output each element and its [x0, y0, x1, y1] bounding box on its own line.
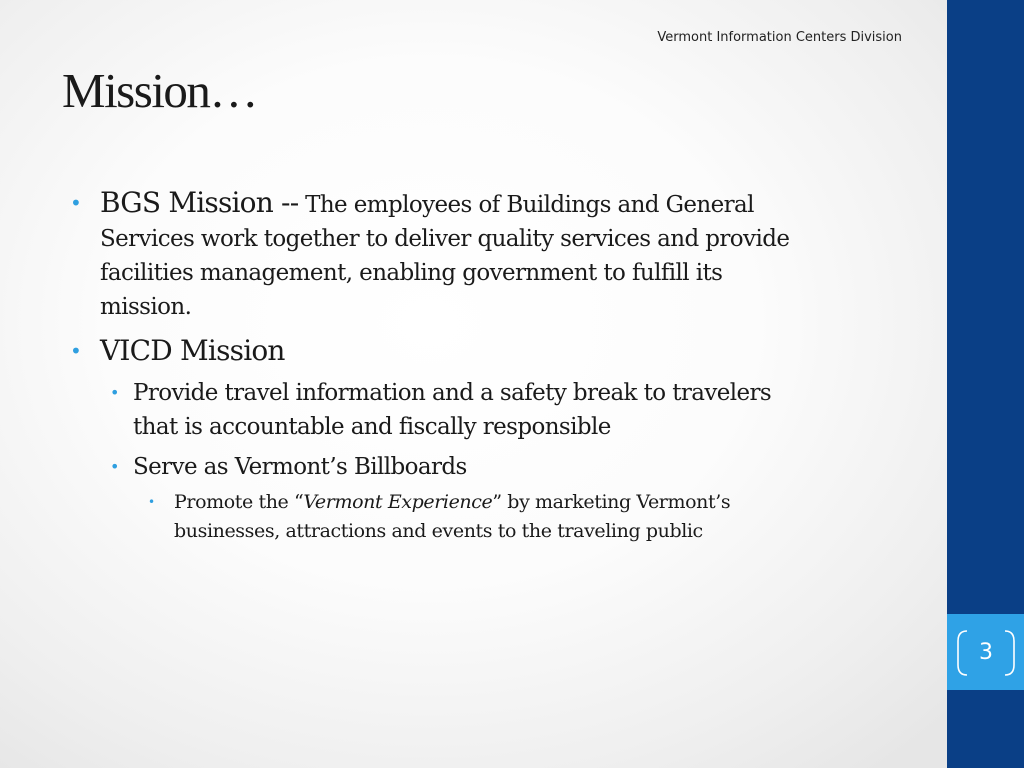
page-number: 3 [979, 640, 993, 665]
sub-bullet-travel-info [70, 376, 930, 444]
slide-title: Mission… [62, 63, 257, 118]
billboards-text: Serve as Vermont’s Billboards [133, 454, 467, 480]
bullet-dot-icon: • [70, 191, 82, 215]
page-number-badge [955, 629, 1017, 677]
promote-text: ” by marketing Vermont’s [492, 491, 731, 513]
sub-sub-bullet-vermont-experience [70, 488, 930, 546]
bgs-mission-text: facilities management, enabling government to fulfill its [100, 260, 723, 286]
bgs-mission-text: Services work together to deliver quality services and provide [100, 226, 790, 252]
sub-bullet-billboards [70, 450, 930, 484]
slide-content [70, 186, 930, 546]
travel-info-text: Provide travel information and a safety break to travelers [133, 380, 772, 406]
bullet-dot-icon: • [110, 457, 119, 476]
bullet-vicd-mission [70, 334, 930, 370]
bgs-mission-text: mission. [100, 294, 192, 320]
bullet-dot-icon: • [110, 383, 119, 402]
bullet-bgs-mission [70, 186, 930, 324]
bgs-mission-label: BGS Mission -- [100, 186, 299, 219]
bullet-dot-icon: • [70, 339, 82, 363]
promote-text: businesses, attractions and events to the traveling public [174, 520, 703, 542]
vermont-experience-text: Vermont Experience [303, 491, 493, 513]
header-org-name: Vermont Information Centers Division [657, 30, 902, 45]
bgs-mission-text: The employees of Buildings and General [298, 192, 754, 218]
vicd-mission-label: VICD Mission [100, 334, 285, 367]
promote-text: Promote the “ [174, 491, 304, 513]
travel-info-text: that is accountable and fiscally responsible [133, 414, 611, 440]
bullet-dot-icon: • [148, 495, 155, 509]
